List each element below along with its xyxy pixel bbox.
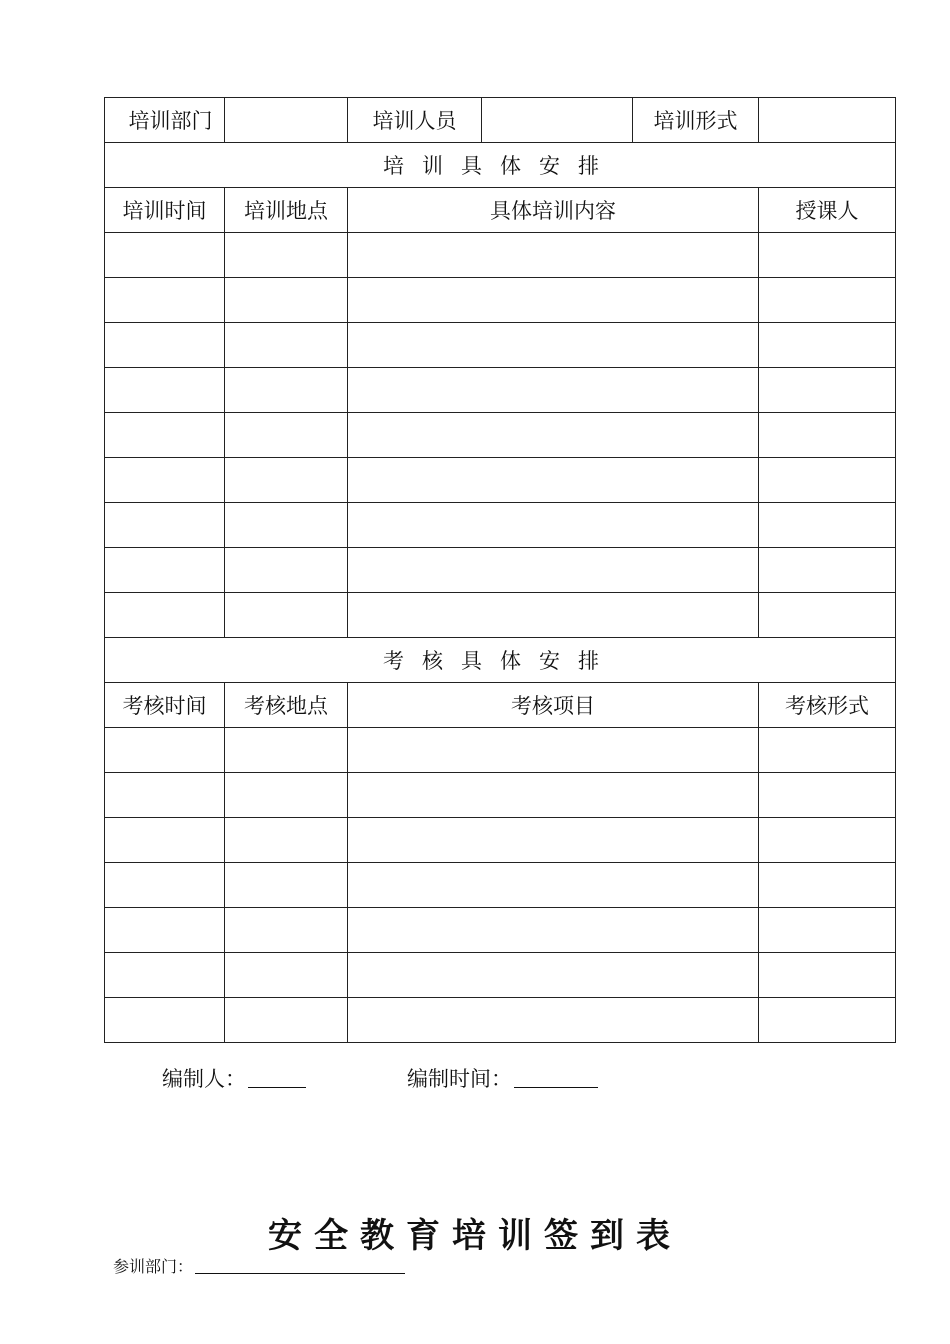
blank-cell[interactable] — [105, 233, 225, 278]
training-plan-table — [104, 97, 896, 1043]
blank-cell[interactable] — [225, 593, 348, 638]
column-header-row — [105, 188, 896, 233]
col-exam-form: 考核形式 — [759, 683, 896, 728]
blank-cell[interactable] — [105, 548, 225, 593]
blank-cell[interactable] — [348, 908, 759, 953]
participant-dept-field[interactable] — [195, 1257, 405, 1274]
date-label: 编制时间： — [407, 1067, 512, 1091]
blank-cell[interactable] — [348, 998, 759, 1043]
blank-cell[interactable] — [225, 908, 348, 953]
blank-cell[interactable] — [759, 503, 896, 548]
table-row — [105, 593, 896, 638]
col-exam-time: 考核时间 — [105, 683, 225, 728]
table-row — [105, 368, 896, 413]
blank-cell[interactable] — [759, 278, 896, 323]
date-field[interactable] — [514, 1067, 598, 1088]
blank-cell[interactable] — [759, 908, 896, 953]
table-row — [105, 953, 896, 998]
signin-title: 安全教育培训签到表 — [268, 1216, 682, 1256]
blank-cell[interactable] — [225, 278, 348, 323]
blank-cell[interactable] — [759, 593, 896, 638]
blank-cell[interactable] — [348, 368, 759, 413]
dept-label: 培训部门 — [105, 98, 225, 143]
blank-cell[interactable] — [759, 863, 896, 908]
author-field[interactable] — [248, 1067, 306, 1088]
participant-dept-label: 参训部门： — [113, 1257, 194, 1276]
training-section-title: 培训具体安排 — [105, 143, 896, 188]
blank-cell[interactable] — [225, 233, 348, 278]
table-row — [105, 323, 896, 368]
blank-cell[interactable] — [105, 368, 225, 413]
blank-cell[interactable] — [105, 998, 225, 1043]
blank-cell[interactable] — [348, 233, 759, 278]
blank-cell[interactable] — [759, 953, 896, 998]
col-exam-item: 考核项目 — [348, 683, 759, 728]
header-row — [105, 98, 896, 143]
author-line — [162, 1063, 306, 1093]
blank-cell[interactable] — [105, 863, 225, 908]
blank-cell[interactable] — [348, 458, 759, 503]
blank-cell[interactable] — [225, 548, 348, 593]
table-row — [105, 863, 896, 908]
exam-section-title: 考核具体安排 — [105, 638, 896, 683]
blank-cell[interactable] — [225, 773, 348, 818]
blank-cell[interactable] — [105, 278, 225, 323]
table-row — [105, 503, 896, 548]
date-line — [407, 1063, 598, 1093]
blank-cell[interactable] — [105, 908, 225, 953]
form-label: 培训形式 — [633, 98, 759, 143]
blank-cell[interactable] — [759, 368, 896, 413]
blank-cell[interactable] — [105, 458, 225, 503]
table-row — [105, 908, 896, 953]
blank-cell[interactable] — [225, 458, 348, 503]
col-exam-place: 考核地点 — [225, 683, 348, 728]
blank-cell[interactable] — [759, 548, 896, 593]
author-label: 编制人： — [162, 1067, 246, 1091]
blank-cell[interactable] — [105, 593, 225, 638]
blank-cell[interactable] — [105, 953, 225, 998]
blank-cell[interactable] — [225, 413, 348, 458]
blank-cell[interactable] — [759, 323, 896, 368]
blank-cell[interactable] — [348, 548, 759, 593]
blank-cell[interactable] — [348, 503, 759, 548]
column-header-row — [105, 683, 896, 728]
blank-cell[interactable] — [225, 323, 348, 368]
participant-dept-line — [113, 1254, 405, 1277]
col-training-place: 培训地点 — [225, 188, 348, 233]
blank-cell[interactable] — [759, 728, 896, 773]
blank-cell[interactable] — [348, 863, 759, 908]
blank-cell[interactable] — [105, 503, 225, 548]
form-field[interactable] — [759, 98, 896, 143]
blank-cell[interactable] — [759, 458, 896, 503]
staff-field[interactable] — [482, 98, 633, 143]
table-row — [105, 998, 896, 1043]
blank-cell[interactable] — [105, 323, 225, 368]
table-row — [105, 233, 896, 278]
blank-cell[interactable] — [759, 998, 896, 1043]
table-row — [105, 548, 896, 593]
section-row — [105, 143, 896, 188]
table-row — [105, 818, 896, 863]
blank-cell[interactable] — [348, 728, 759, 773]
blank-cell[interactable] — [759, 818, 896, 863]
staff-label: 培训人员 — [348, 98, 482, 143]
blank-cell[interactable] — [348, 278, 759, 323]
blank-cell[interactable] — [225, 728, 348, 773]
blank-cell[interactable] — [225, 818, 348, 863]
blank-cell[interactable] — [759, 773, 896, 818]
blank-cell[interactable] — [105, 728, 225, 773]
table-row — [105, 278, 896, 323]
blank-cell[interactable] — [105, 818, 225, 863]
blank-cell[interactable] — [225, 863, 348, 908]
blank-cell[interactable] — [759, 233, 896, 278]
section-row — [105, 638, 896, 683]
blank-cell[interactable] — [348, 773, 759, 818]
col-training-content: 具体培训内容 — [348, 188, 759, 233]
blank-cell[interactable] — [348, 323, 759, 368]
blank-cell[interactable] — [348, 593, 759, 638]
table-row — [105, 773, 896, 818]
table-row — [105, 458, 896, 503]
blank-cell[interactable] — [105, 773, 225, 818]
blank-cell[interactable] — [225, 998, 348, 1043]
blank-cell[interactable] — [348, 953, 759, 998]
blank-cell[interactable] — [759, 413, 896, 458]
table-row — [105, 728, 896, 773]
col-lecturer: 授课人 — [759, 188, 896, 233]
blank-cell[interactable] — [225, 503, 348, 548]
col-training-time: 培训时间 — [105, 188, 225, 233]
dept-field[interactable] — [225, 98, 348, 143]
blank-cell[interactable] — [348, 818, 759, 863]
blank-cell[interactable] — [105, 413, 225, 458]
blank-cell[interactable] — [225, 953, 348, 998]
blank-cell[interactable] — [348, 413, 759, 458]
table-row — [105, 413, 896, 458]
blank-cell[interactable] — [225, 368, 348, 413]
